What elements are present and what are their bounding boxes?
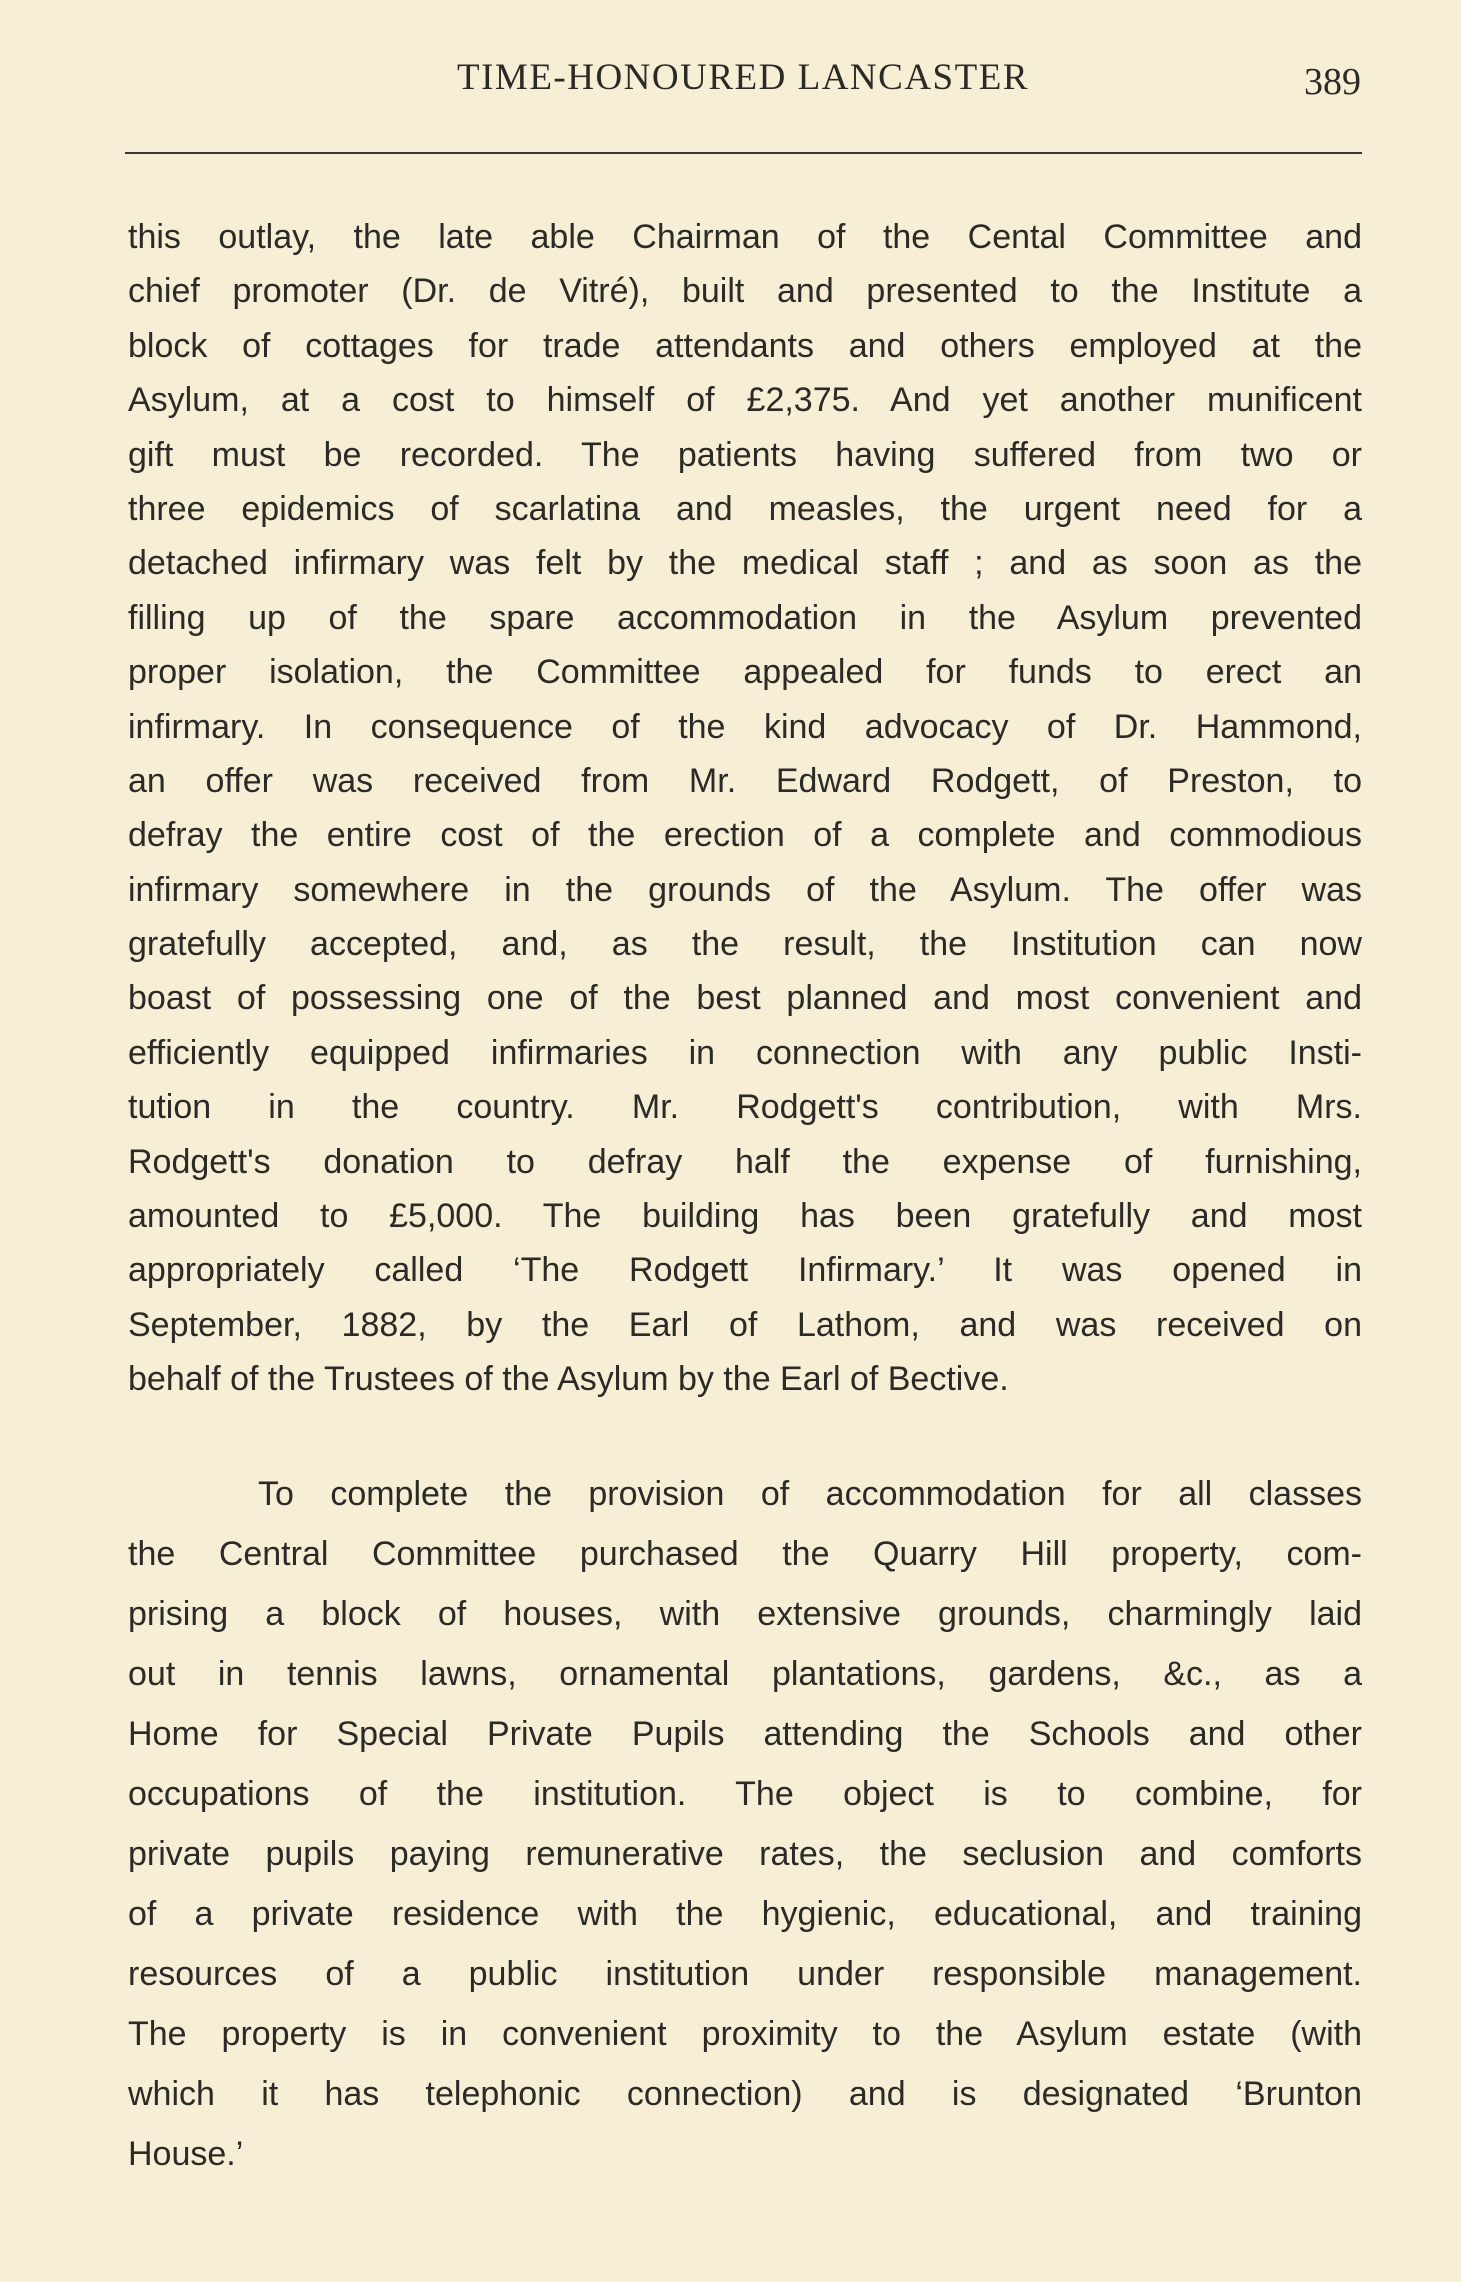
text-line: Asylum, at a cost to himself of £2,375. And yet another munificent: [128, 381, 1362, 420]
text-line: September, 1882, by the Earl of Lathom, and was received on: [128, 1305, 1362, 1344]
text-line: gift must be recorded. The patients having suffered from two or: [128, 435, 1362, 474]
text-line: detached infirmary was felt by the medical staff ; and as soon as the: [128, 544, 1362, 583]
text-line: this outlay, the late able Chairman of the Cental Committee and: [128, 218, 1362, 256]
text-line: chief promoter (Dr. de Vitré), built and presented to the Institute a: [128, 272, 1362, 311]
text-line: Rodgett's donation to defray half the expense of furnishing,: [128, 1142, 1362, 1181]
header-rule: [125, 152, 1362, 154]
text-line: amounted to £5,000. The building has been gratefully and most: [128, 1197, 1362, 1236]
text-line: boast of possessing one of the best planned and most convenient and: [128, 979, 1362, 1018]
text-line: Home for Special Private Pupils attending the Schools and other: [128, 1715, 1362, 1753]
text-line: out in tennis lawns, ornamental plantations, gardens, &c., as a: [128, 1655, 1362, 1693]
text-line: three epidemics of scarlatina and measles, the urgent need for a: [128, 489, 1362, 528]
text-line: efficiently equipped infirmaries in connection with any public Insti-: [128, 1033, 1362, 1072]
text-line: proper isolation, the Committee appealed for funds to erect an: [128, 653, 1362, 692]
text-line: defray the entire cost of the erection of a complete and commodious: [128, 816, 1362, 855]
text-line: resources of a public institution under responsible management.: [128, 1955, 1362, 1993]
text-line: gratefully accepted, and, as the result, the Institution can now: [128, 925, 1362, 964]
text-line: The property is in convenient proximity to the Asylum estate (with: [128, 2015, 1362, 2053]
text-line: House.’: [128, 2135, 244, 2173]
text-line: behalf of the Trustees of the Asylum by the Earl of Bective.: [128, 1360, 1009, 1399]
running-title: TIME-HONOURED LANCASTER: [457, 57, 1029, 98]
text-line: tution in the country. Mr. Rodgett's contribution, with Mrs.: [128, 1088, 1362, 1127]
running-head: [125, 52, 1361, 104]
text-line: the Central Committee purchased the Quarry Hill property, com-: [128, 1535, 1362, 1573]
text-line: prising a block of houses, with extensive grounds, charmingly laid: [128, 1595, 1362, 1633]
text-line: filling up of the spare accommodation in the Asylum prevented: [128, 598, 1362, 637]
text-line: occupations of the institution. The object is to combine, for: [128, 1775, 1362, 1813]
page-number: 389: [1304, 61, 1361, 103]
paragraph-2: [128, 1464, 1362, 2184]
text-line: To complete the provision of accommodation for all classes: [258, 1475, 1362, 1513]
text-line: infirmary. In consequence of the kind advocacy of Dr. Hammond,: [128, 707, 1362, 746]
text-line: appropriately called ‘The Rodgett Infirmary.’ It was opened in: [128, 1251, 1362, 1290]
text-line: infirmary somewhere in the grounds of the Asylum. The offer was: [128, 870, 1362, 909]
text-line: of a private residence with the hygienic, educational, and training: [128, 1895, 1362, 1933]
text-line: which it has telephonic connection) and is designated ‘Brunton: [128, 2075, 1362, 2113]
text-line: block of cottages for trade attendants and others employed at the: [128, 326, 1362, 365]
paragraph-1: [128, 210, 1362, 1407]
text-line: private pupils paying remunerative rates, the seclusion and comforts: [128, 1835, 1362, 1873]
text-line: an offer was received from Mr. Edward Rodgett, of Preston, to: [128, 761, 1362, 800]
